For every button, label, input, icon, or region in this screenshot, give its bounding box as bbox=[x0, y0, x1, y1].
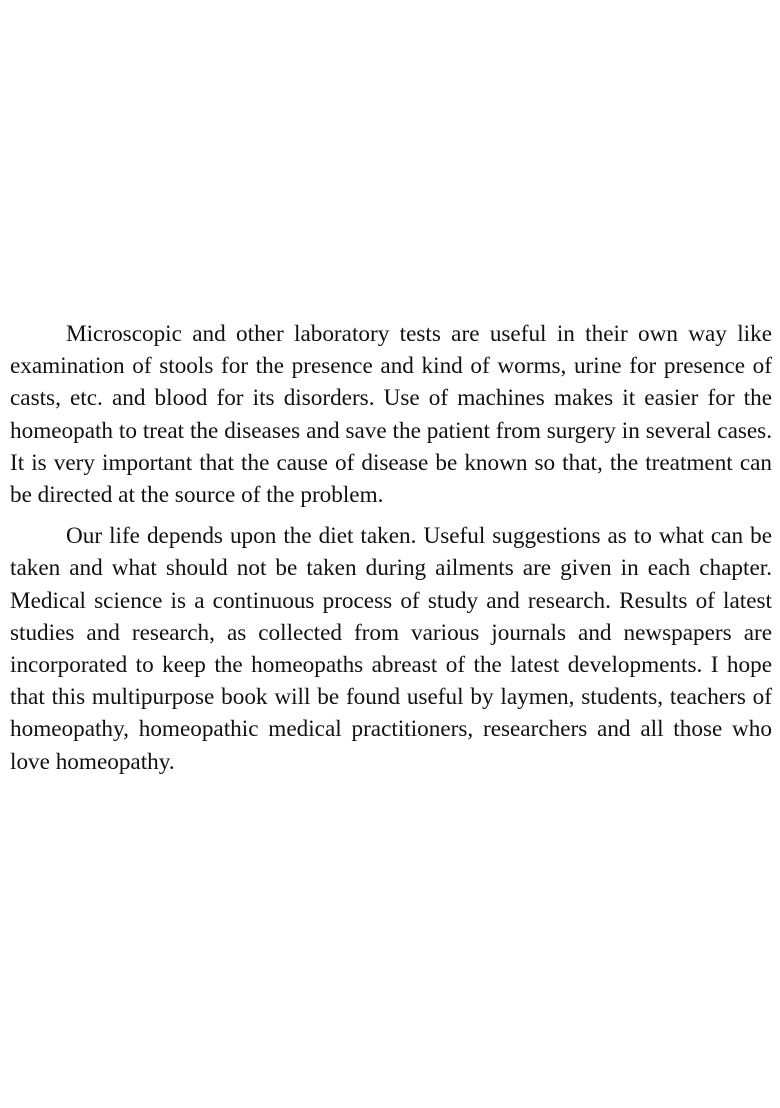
paragraph-laboratory-tests: Microscopic and other laboratory tests are useful in their own way like examination of stools for the presence and kind of worms, urine for presence of casts, etc. and blood for its disorders. Use of machines makes it easier for the homeopath to treat the diseases and save the patient from surgery in several cases. It is very important that the cause of disease be known so that, the treatment can be directed at the source of the problem. bbox=[10, 321, 772, 509]
body-text bbox=[10, 318, 772, 778]
paragraph-diet-and-research: Our life depends upon the diet taken. Useful suggestions as to what can be taken and what should not be taken during ailments are given in each chapter. Medical science is a continuous process of study and research. Results of latest studies and research, as collected from various journals and newspapers are incorporated to keep the homeopaths abreast of the latest developments. I hope that this multipurpose book will be found useful by laymen, students, teachers of homeopathy, homeopathic medical practitioners, researchers and all those who love homeopathy. bbox=[10, 523, 772, 775]
